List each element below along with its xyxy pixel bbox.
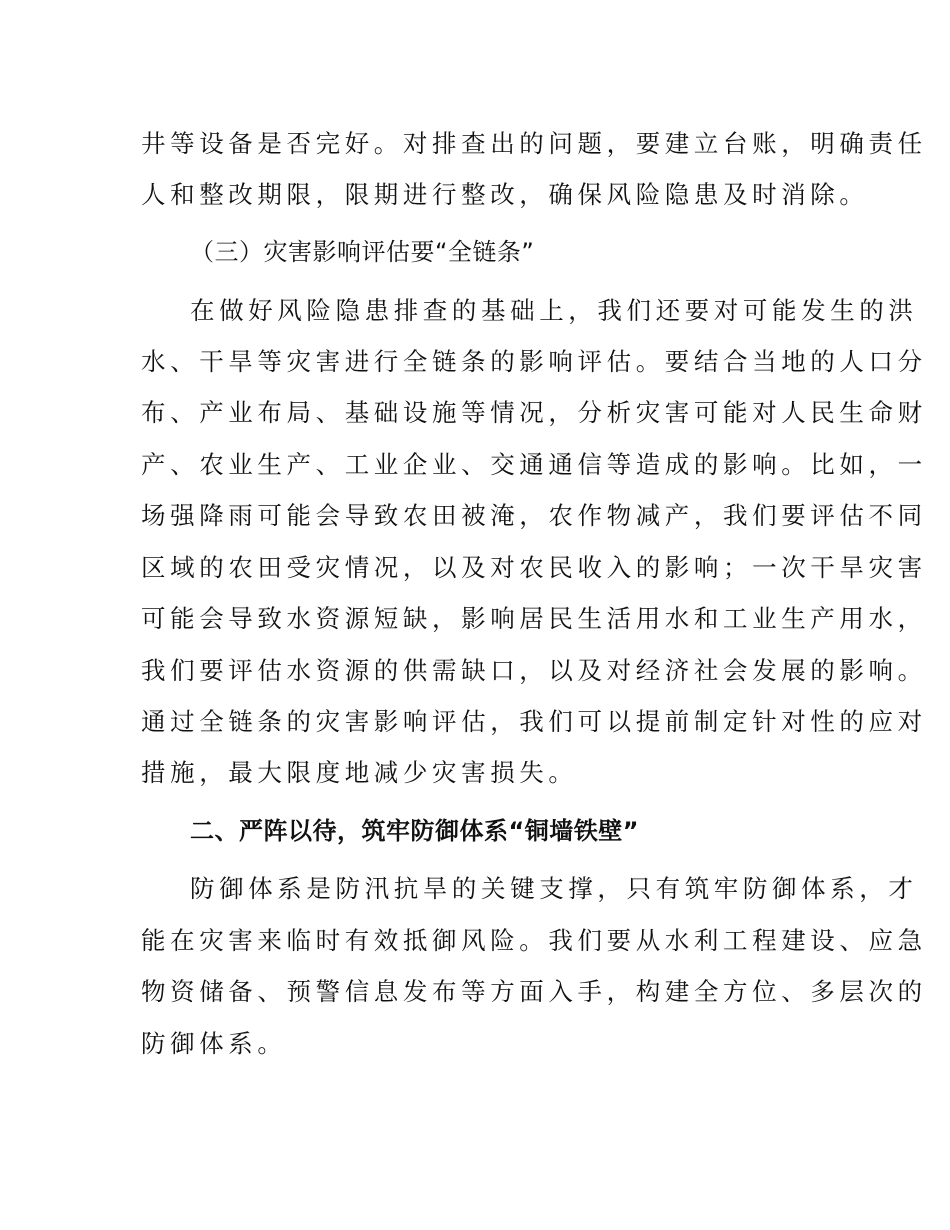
- paragraph-line: 区域的农田受灾情况，以及对农民收入的影响；一次干旱灾害: [141, 553, 927, 582]
- paragraph-line: 通过全链条的灾害影响评估，我们可以提前制定针对性的应对: [141, 707, 927, 736]
- paragraph-line: 可能会导致水资源短缺，影响居民生活用水和工业生产用水，: [141, 604, 927, 633]
- section-heading: 二、严阵以待，筑牢防御体系“铜墙铁壁”: [190, 817, 640, 845]
- paragraph-line: 措施，最大限度地减少灾害损失。: [141, 758, 578, 787]
- paragraph-line: 人和整改期限，限期进行整改，确保风险隐患及时消除。: [141, 180, 869, 209]
- paragraph-line: 防御体系是防汛抗旱的关键支撑，只有筑牢防御体系，才: [190, 874, 918, 903]
- paragraph-line: 布、产业布局、基础设施等情况，分析灾害可能对人民生命财: [141, 398, 927, 427]
- paragraph-line: 我们要评估水资源的供需缺口，以及对经济社会发展的影响。: [141, 656, 927, 685]
- paragraph-line: 井等设备是否完好。对排查出的问题，要建立台账，明确责任: [141, 129, 927, 158]
- paragraph-line: 产、农业生产、工业企业、交通通信等造成的影响。比如，一: [141, 450, 927, 479]
- paragraph-line: 防御体系。: [141, 1029, 287, 1058]
- section-subheading: （三）灾害影响评估要“全链条”: [190, 238, 535, 266]
- paragraph-line: 场强降雨可能会导致农田被淹，农作物减产，我们要评估不同: [141, 501, 927, 530]
- paragraph-line: 水、干旱等灾害进行全链条的影响评估。要结合当地的人口分: [141, 347, 927, 376]
- paragraph-line: 能在灾害来临时有效抵御风险。我们要从水利工程建设、应急: [141, 926, 927, 955]
- paragraph-line: 在做好风险隐患排查的基础上，我们还要对可能发生的洪: [190, 296, 918, 325]
- paragraph-line: 物资储备、预警信息发布等方面入手，构建全方位、多层次的: [141, 977, 927, 1006]
